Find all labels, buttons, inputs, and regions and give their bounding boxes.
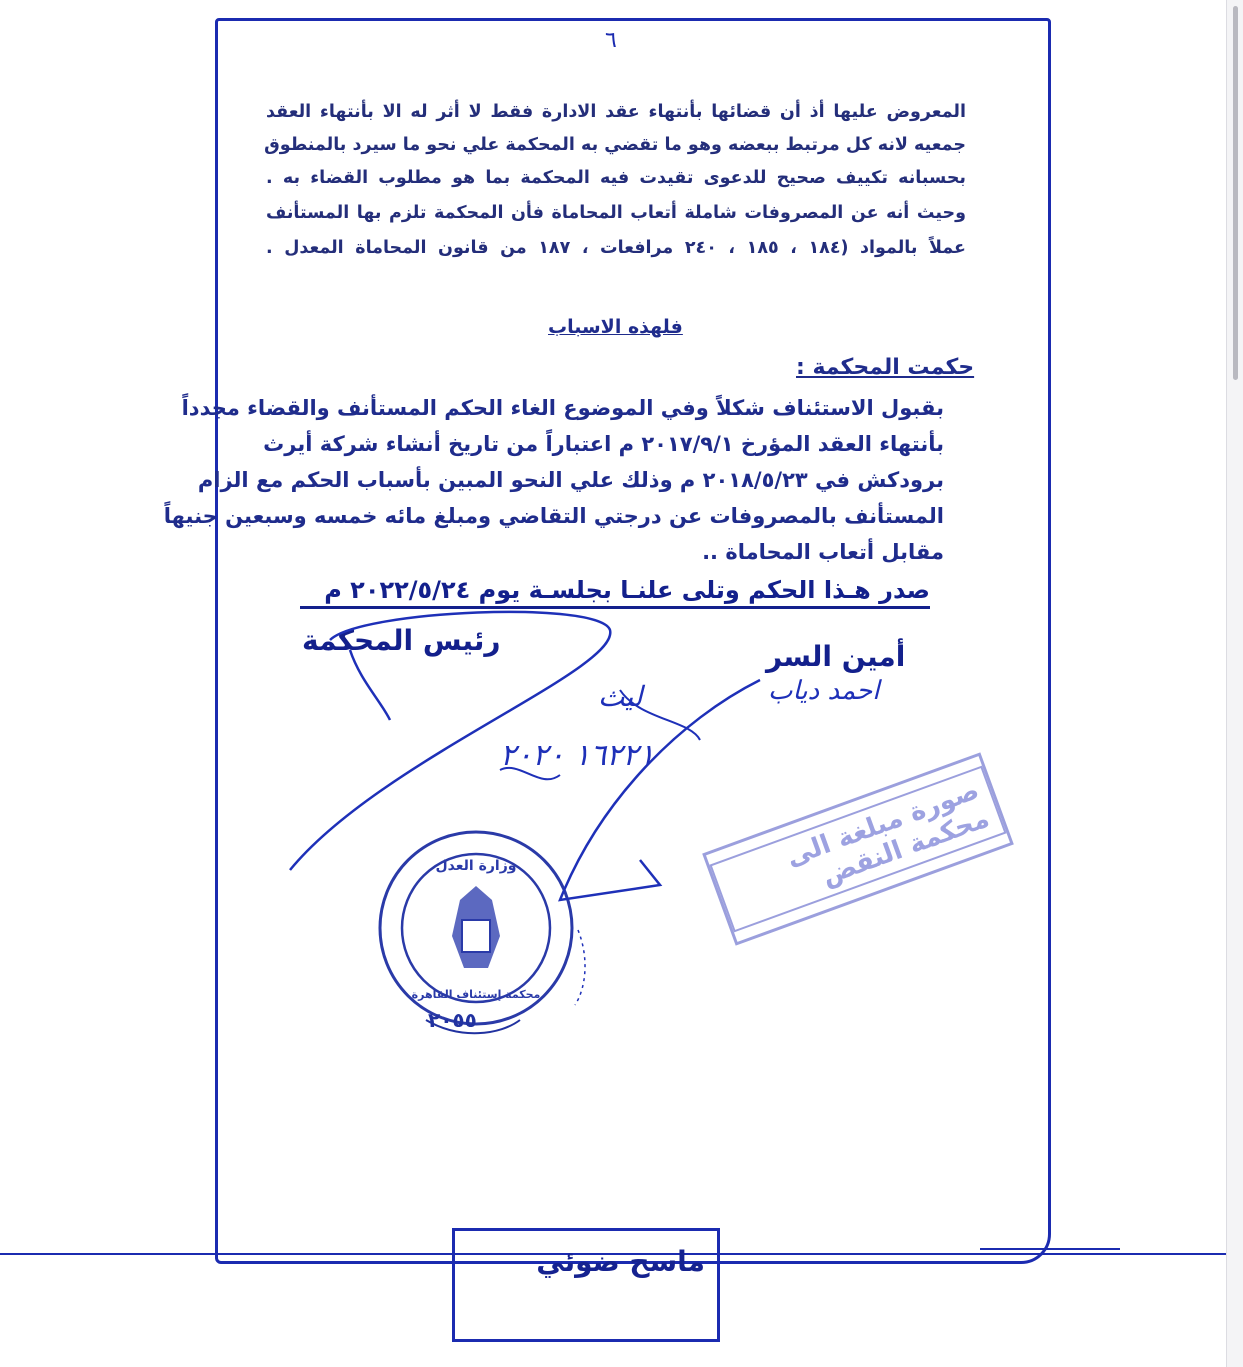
seal-number: ٢٠٥٥ [428, 1008, 477, 1032]
ruling-line-1: بقبول الاستئناف شكلاً وفي الموضوع الغاء الحكم المستأنف والقضاء مجدداً [181, 396, 944, 420]
viewer-scrollbar-track[interactable] [1226, 0, 1243, 1367]
secretary-signature-stroke [560, 680, 760, 900]
seal-court-text: محكمة إستئناف القاهرة [411, 988, 541, 1001]
handwritten-initial: ليث [598, 680, 643, 713]
paragraph-line-5: عملاً بالمواد (١٨٤ ، ١٨٥ ، ٢٤٠ مرافعات ، ١٨٧ من قانون المحاماة المعدل . [266, 238, 966, 258]
ruling-line-2: بأنتهاء العقد المؤرخ ٢٠١٧/٩/١ م اعتباراً من تاريخ أنشاء شركة أيرث [263, 432, 944, 456]
viewer-scrollbar-thumb[interactable] [1233, 6, 1238, 380]
signature-flourish [620, 690, 700, 740]
handwritten-number: ١٦٢٢١ ٢٠٢٠ [500, 738, 655, 773]
paragraph-line-3: بحسبانه تكييف صحيح للدعوى تقيدت فيه المحكمة بما هو مطلوب القضاء به . [266, 168, 966, 188]
reasons-heading: فلهذه الاسباب [548, 316, 683, 338]
president-signature-stroke [290, 612, 610, 870]
court-president-label: رئيس المحكمة [302, 624, 501, 657]
secretary-signature-name: احمد دياب [768, 676, 880, 706]
paragraph-line-4: وحيث أنه عن المصروفات شاملة أتعاب المحاماة فأن المحكمة تلزم بها المستأنف [266, 203, 966, 223]
secretary-label: أمين السر [766, 640, 906, 673]
president-signature-tail [350, 650, 390, 720]
seal-ministry-text: وزارة العدل [435, 858, 517, 874]
ruling-heading: حكمت المحكمة : [796, 355, 975, 380]
ruling-line-4: المستأنف بالمصروفات عن درجتي التقاضي ومبلغ مائه خمسه وسبعين جنيهاً [163, 504, 944, 528]
paragraph-line-2: جمعيه لانه كل مرتبط ببعضه وهو ما تقضي به المحكمة علي نحو ما سيرد بالمنطوق [264, 135, 966, 155]
issued-date-line: صدر هـذا الحكم وتلى علنـا بجلسـة يوم ٢٠٢٢/٥/٢٤ م [300, 576, 930, 609]
page-number: ٦ [605, 28, 617, 53]
wiper-stamp-text: ماسح ضوئي [536, 1245, 705, 1278]
ruling-line-5: مقابل أتعاب المحاماة .. [702, 540, 944, 564]
number-underline-scribble [500, 768, 560, 779]
seal-number-bracket [426, 1020, 520, 1033]
copy-stamp-text: صورة مبلغة الى محكمة النقض [709, 766, 1006, 933]
paragraph-line-1: المعروض عليها أذ أن قضائها بأنتهاء عقد الادارة فقط لا أثر له الا بأنتهاء العقد [266, 102, 966, 122]
seal-edge-arc [575, 930, 585, 1005]
ruling-line-3: برودكش في ٢٠١٨/٥/٢٣ م وذلك علي النحو المبين بأسباب الحكم مع الزام [197, 468, 944, 492]
wiper-stamp-box [452, 1228, 720, 1342]
